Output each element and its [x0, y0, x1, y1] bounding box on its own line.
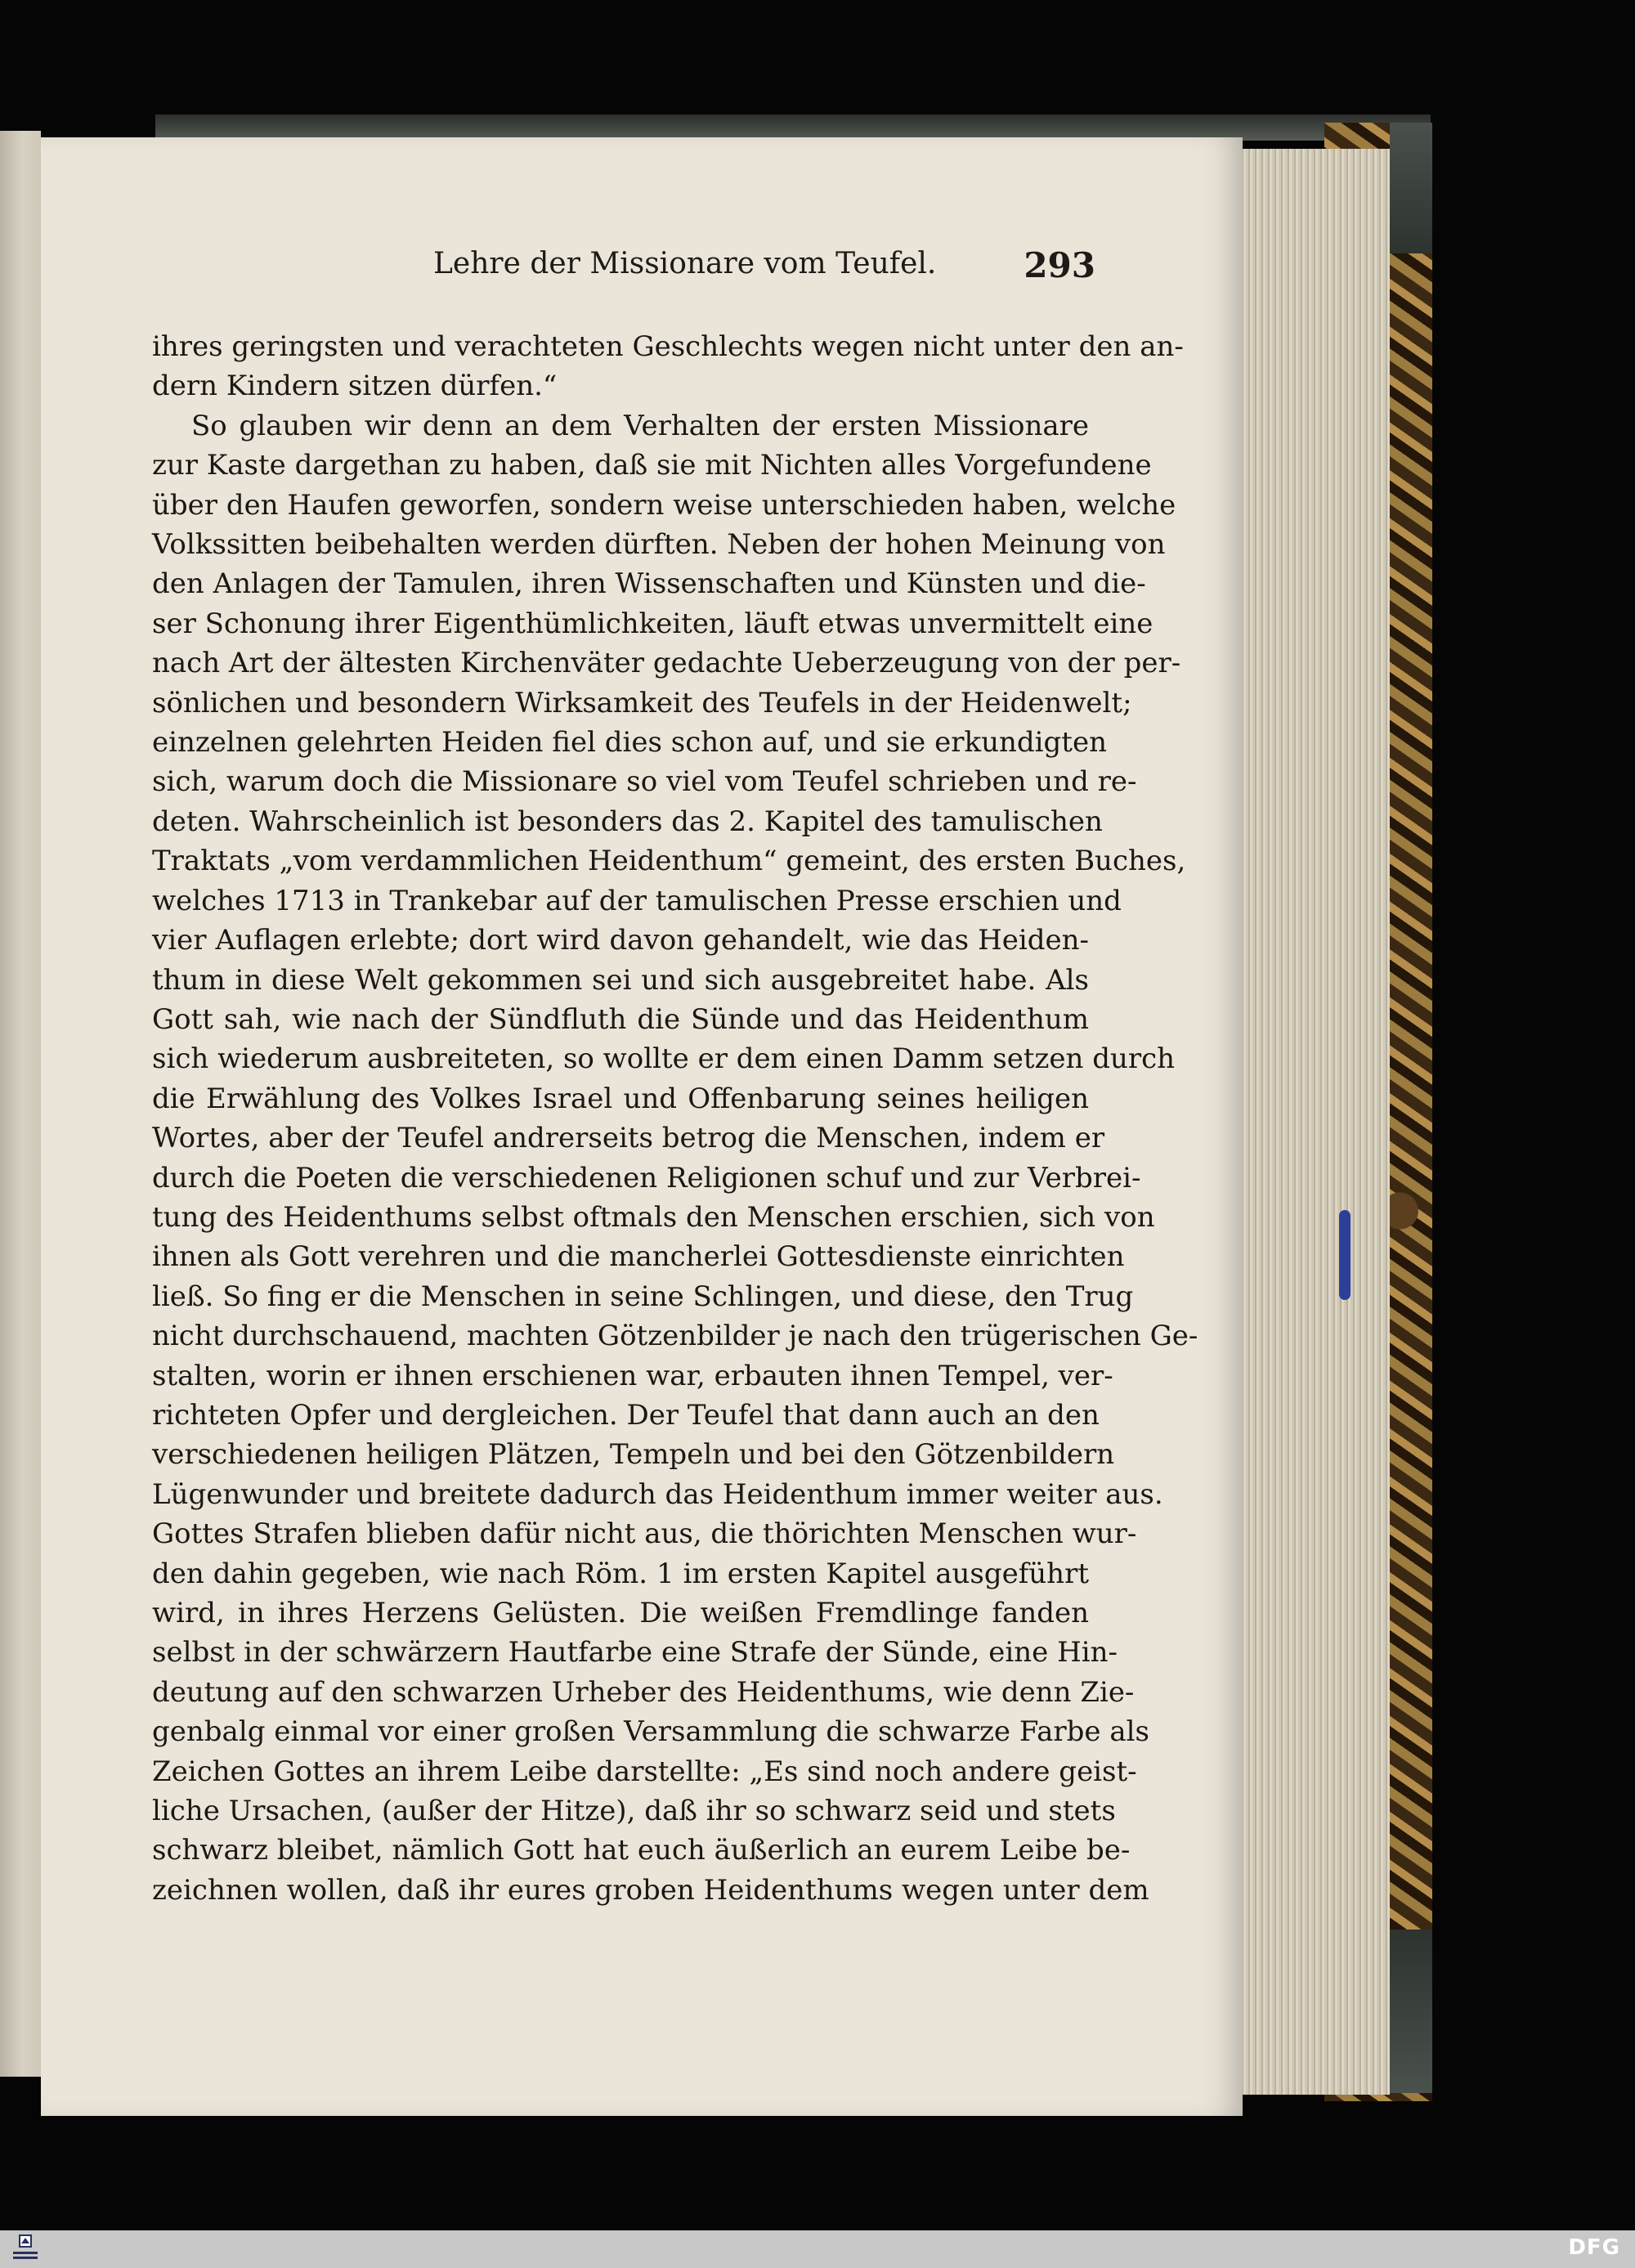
text-line: ließ. So fing er die Menschen in seine Schlingen, und diese, den Trug	[152, 1280, 1134, 1313]
text-line: deten. Wahrscheinlich ist besonders das 2. Kapitel des tamulischen	[152, 805, 1103, 838]
text-line: sich wiederum ausbreiteten, so wollte er dem einen Damm setzen durch	[152, 1042, 1176, 1076]
dfg-logo[interactable]: DFG	[1568, 2235, 1620, 2260]
text-line: schwarz bleibet, nämlich Gott hat euch äußerlich an eurem Leibe be-	[152, 1834, 1131, 1867]
text-line: Volkssitten beibehalten werden dürften. Neben der hohen Meinung von	[152, 528, 1166, 562]
text-line: Wortes, aber der Teufel andrerseits betrog die Menschen, indem er	[152, 1122, 1105, 1155]
text-line: zeichnen wollen, daß ihr eures groben Heidenthums wegen unter dem	[152, 1873, 1149, 1907]
cover-corner-top	[1390, 123, 1432, 253]
text-line: tung des Heidenthums selbst oftmals den Menschen erschien, sich von	[152, 1200, 1155, 1234]
text-line: welches 1713 in Trankebar auf der tamulischen Presse erschien und	[152, 884, 1122, 917]
text-line: den dahin gegeben, wie nach Röm. 1 im ersten Kapitel ausgeführt	[152, 1557, 1089, 1590]
text-line: thum in diese Welt gekommen sei und sich ausgebreitet habe. Als	[152, 963, 1089, 997]
page-number: 293	[1024, 245, 1095, 285]
running-head: Lehre der Missionare vom Teufel.	[433, 247, 937, 280]
body-text	[152, 327, 1198, 1910]
page-edges	[1226, 149, 1390, 2095]
text-line: dern Kindern sitzen dürfen.“	[152, 370, 558, 403]
text-line: selbst in der schwärzern Hautfarbe eine Strafe der Sünde, eine Hin-	[152, 1636, 1118, 1670]
text-line: liche Ursachen, (außer der Hitze), daß ihr so schwarz seid und stets	[152, 1795, 1116, 1828]
text-line: deutung auf den schwarzen Urheber des Heidenthums, wie denn Zie-	[152, 1675, 1135, 1709]
text-line: zur Kaste dargethan zu haben, daß sie mit Nichten alles Vorgefundene	[152, 449, 1152, 482]
text-line: So glauben wir denn an dem Verhalten der ersten Missionare	[191, 409, 1089, 442]
text-line: Zeichen Gottes an ihrem Leibe darstellte: „Es sind noch andere geist-	[152, 1755, 1137, 1788]
page-header	[155, 245, 1095, 294]
text-line: sönlichen und besondern Wirksamkeit des Teufels in der Heidenwelt;	[152, 686, 1132, 719]
text-line: vier Auflagen erlebte; dort wird davon gehandelt, wie das Heiden-	[152, 924, 1089, 957]
text-line: einzelnen gelehrten Heiden fiel dies schon auf, und sie erkundigten	[152, 726, 1107, 760]
text-line: den Anlagen der Tamulen, ihren Wissenschaften und Künsten und die-	[152, 567, 1146, 601]
text-line: verschiedenen heiligen Plätzen, Tempeln und bei den Götzenbildern	[152, 1438, 1115, 1472]
text-line: nach Art der ältesten Kirchenväter gedachte Ueberzeugung von der per-	[152, 647, 1181, 680]
cover-corner-bottom	[1390, 1930, 1432, 2093]
text-line: nicht durchschauend, machten Götzenbilder je nach den trügerischen Ge-	[152, 1320, 1198, 1353]
text-line: richteten Opfer und dergleichen. Der Teufel that dann auch an den	[152, 1398, 1100, 1432]
blue-bookmark-ribbon	[1339, 1210, 1351, 1300]
text-line: wird, in ihres Herzens Gelüsten. Die weißen Fremdlinge fanden	[152, 1597, 1089, 1629]
text-line: sich, warum doch die Missionare so viel vom Teufel schrieben und re-	[152, 765, 1137, 799]
library-logo-icon[interactable]	[8, 2234, 43, 2263]
text-line: stalten, worin er ihnen erschienen war, erbauten ihnen Tempel, ver-	[152, 1359, 1113, 1392]
previous-page-edge	[0, 131, 41, 2077]
text-line: Gottes Strafen blieben dafür nicht aus, die thörichten Menschen wur-	[152, 1517, 1137, 1551]
text-line: Lügenwunder und breitete dadurch das Heidenthum immer weiter aus.	[152, 1477, 1163, 1511]
text-line: ser Schonung ihrer Eigenthümlichkeiten, läuft etwas unvermittelt eine	[152, 607, 1153, 640]
text-line: Gott sah, wie nach der Sündfluth die Sünde und das Heidenthum	[152, 1002, 1089, 1036]
viewer-footer-bar	[0, 2230, 1635, 2268]
text-line: Traktats „vom verdammlichen Heidenthum“ gemeint, des ersten Buches,	[152, 845, 1186, 878]
text-line: durch die Poeten die verschiedenen Religionen schuf und zur Verbrei-	[152, 1161, 1141, 1195]
text-line: über den Haufen geworfen, sondern weise unterschieden haben, welche	[152, 488, 1176, 522]
text-line: die Erwählung des Volkes Israel und Offenbarung seines heiligen	[152, 1082, 1089, 1115]
text-line: ihres geringsten und verachteten Geschlechts wegen nicht unter den an-	[152, 330, 1184, 363]
text-line: genbalg einmal vor einer großen Versammlung die schwarze Farbe als	[152, 1715, 1149, 1749]
text-line: ihnen als Gott verehren und die mancherlei Gottesdienste einrichten	[152, 1240, 1125, 1274]
